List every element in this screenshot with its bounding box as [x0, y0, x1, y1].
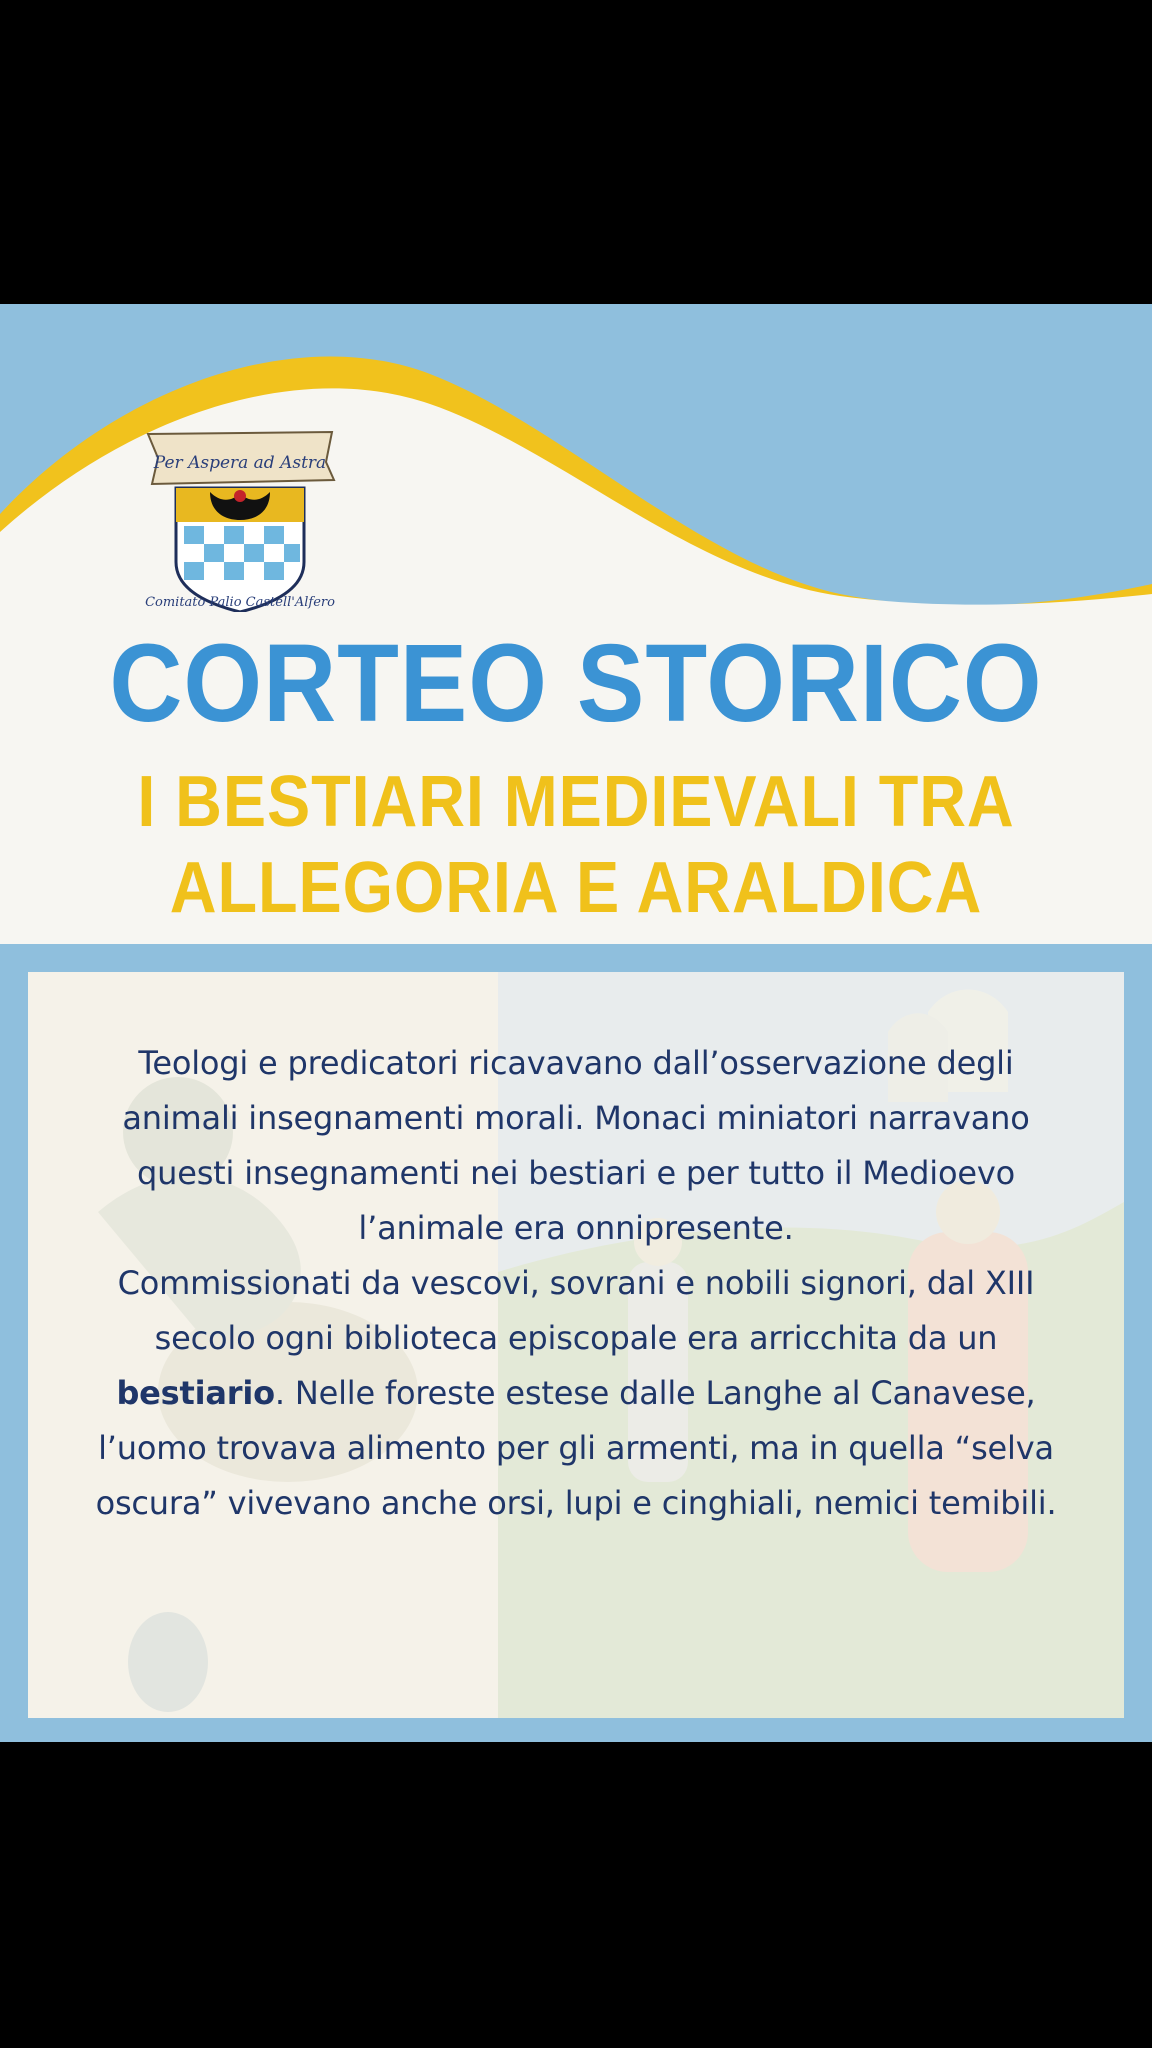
subtitle-line-2: ALLEGORIA E ARALDICA: [169, 848, 983, 928]
body-part-3: . Nelle foreste estese dalle Langhe al Canavese, l’uomo trovava alimento per gli armenti, ma in quella “selva oscura” vivevano anche orsi, lupi e cinghiali, nemici temibili.: [95, 1374, 1057, 1522]
subtitle-line-1: I BESTIARI MEDIEVALI TRA: [137, 762, 1015, 842]
logo-motto: Per Aspera ad Astra: [153, 453, 327, 473]
body-part-2: Commissionati da vescovi, sovrani e nobili signori, dal XIII secolo ogni biblioteca episcopale era arricchita da un: [117, 1264, 1035, 1357]
text-panel: [28, 972, 1124, 1718]
body-highlight: bestiario: [116, 1374, 275, 1412]
body-text: [88, 1036, 1064, 1531]
page-title: CORTEO STORICO: [109, 622, 1043, 745]
poster: [0, 304, 1152, 1742]
heraldic-shield-icon: [140, 422, 340, 612]
hero-section: [0, 304, 1152, 944]
body-part-1: Teologi e predicatori ricavavano dall’osservazione degli animali insegnamenti morali. Monaci miniatori narravano questi insegnamenti nei bestiari e per tutto il Medioevo l’animale era onnipresente.: [122, 1044, 1030, 1247]
committee-logo: [140, 422, 340, 612]
logo-committee: Comitato Palio Castell'Alfero: [145, 595, 335, 610]
